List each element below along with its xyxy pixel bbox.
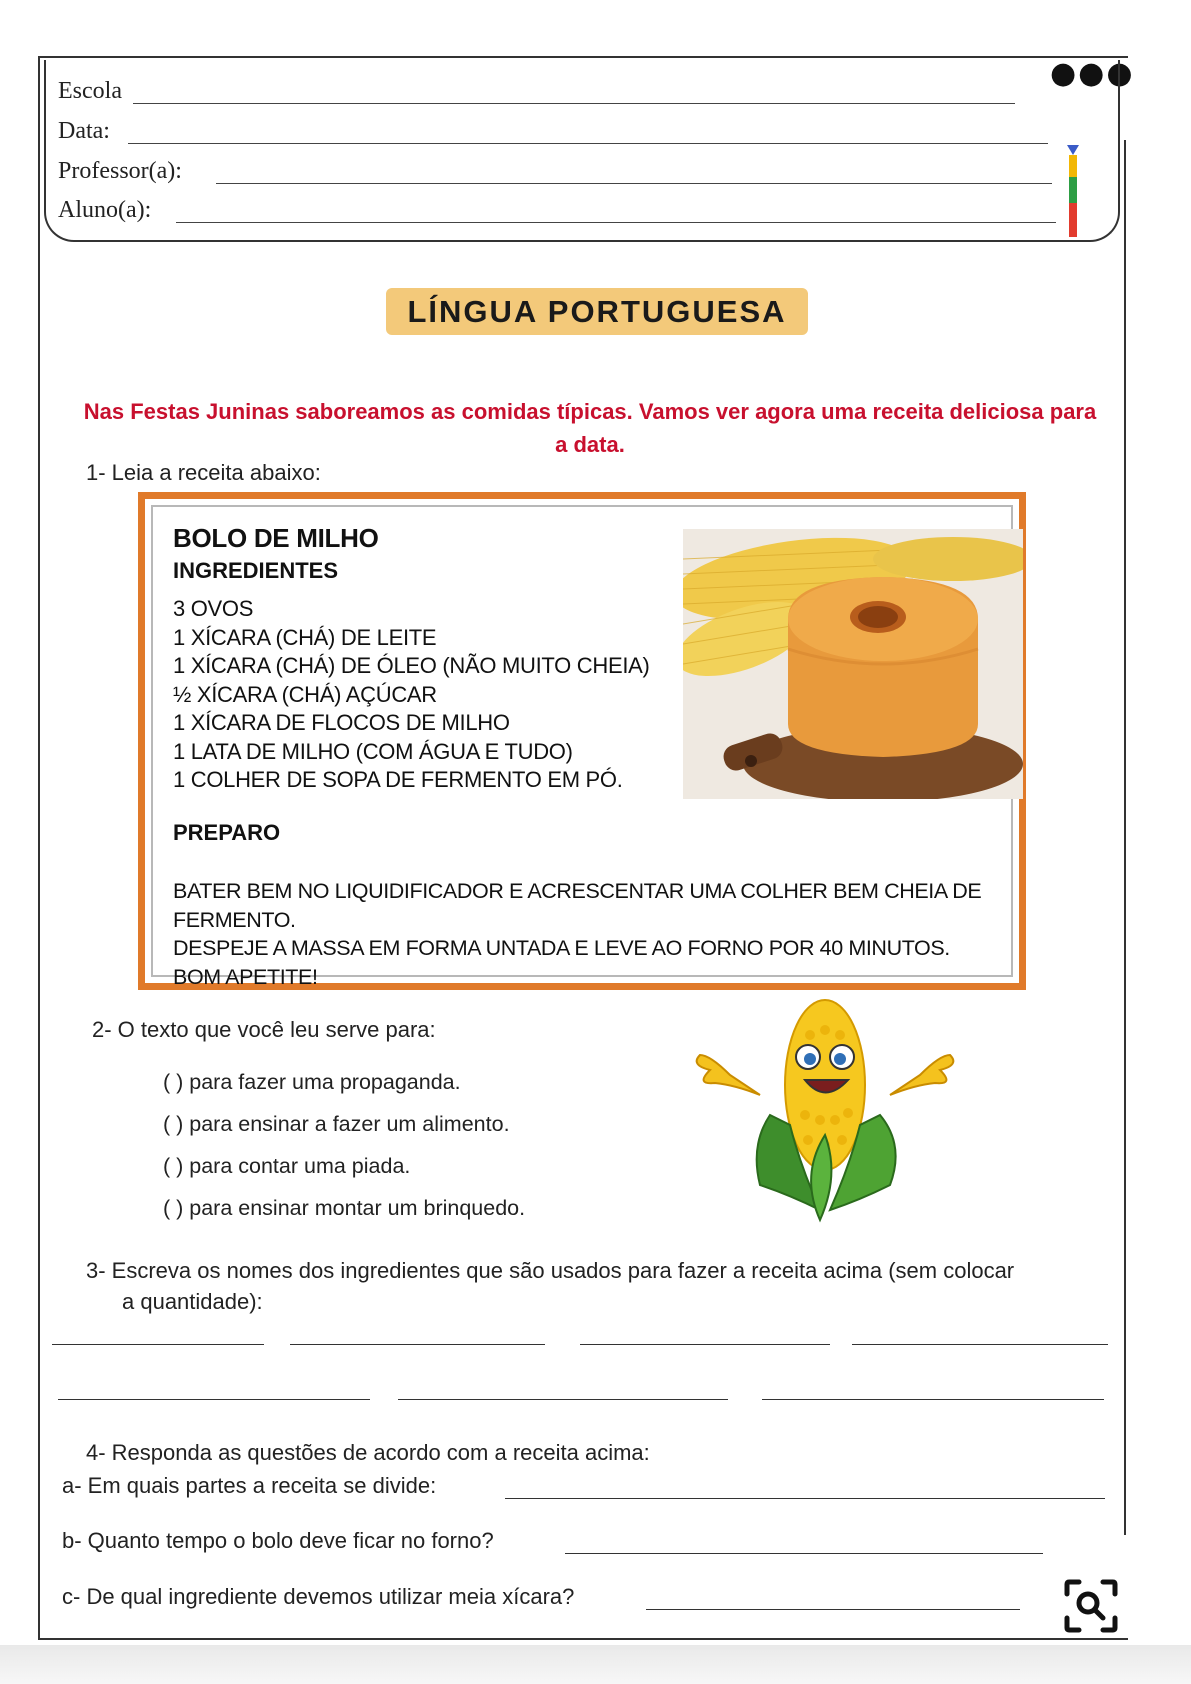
zoom-search-icon[interactable]: [1063, 1578, 1119, 1634]
ribbon-decoration-icon: [1067, 145, 1079, 237]
answer-line[interactable]: [52, 1344, 264, 1345]
ingredient-item: 1 XÍCARA DE FLOCOS DE MILHO: [173, 710, 510, 735]
option-checkbox[interactable]: ( ) para ensinar a fazer um alimento.: [163, 1112, 510, 1136]
page-title: LÍNGUA PORTUGUESA: [386, 288, 808, 335]
question-2: 2- O texto que você leu serve para:: [92, 1017, 436, 1042]
date-label: Data:: [58, 118, 110, 144]
answer-line[interactable]: [290, 1344, 545, 1345]
ingredients-heading: INGREDIENTES: [173, 558, 339, 583]
date-line[interactable]: [128, 143, 1048, 144]
recipe-title: BOLO DE MILHO: [173, 523, 379, 553]
ingredient-item: ½ XÍCARA (CHÁ) AÇÚCAR: [173, 681, 437, 707]
answer-line[interactable]: [762, 1399, 1104, 1400]
school-label: Escola: [58, 78, 122, 104]
ingredients-list: [173, 595, 650, 795]
question-3-line: 3- Escreva os nomes dos ingredientes que são usados para fazer a receita acima (sem colocar: [86, 1258, 1015, 1283]
preparation-text: [173, 877, 1013, 991]
header-box: [44, 60, 1120, 242]
student-label: Aluno(a):: [58, 197, 152, 223]
page-border-right: [1124, 140, 1126, 1535]
answer-line[interactable]: [852, 1344, 1108, 1345]
cake-icon: [788, 577, 978, 757]
answer-line-4c[interactable]: [646, 1609, 1020, 1610]
answer-line-4a[interactable]: [505, 1498, 1105, 1499]
preparation-heading: PREPARO: [173, 820, 281, 845]
question-4c: c- De qual ingrediente devemos utilizar meia xícara?: [62, 1584, 575, 1609]
question-3: [86, 1255, 1116, 1317]
option-checkbox[interactable]: ( ) para ensinar montar um brinquedo.: [163, 1196, 526, 1220]
ingredient-item: 1 LATA DE MILHO (COM ÁGUA E TUDO): [173, 738, 573, 764]
intro-text: Nas Festas Juninas saboreamos as comidas típicas. Vamos ver agora uma receita deliciosa para a data.: [83, 399, 1097, 457]
question-4b: b- Quanto tempo o bolo deve ficar no forno?: [62, 1528, 494, 1553]
ingredient-item: 3 OVOS: [173, 596, 254, 621]
question-2-options: [163, 1061, 525, 1229]
more-dots-icon[interactable]: ●●●: [1050, 56, 1135, 91]
bottom-shade: [0, 1645, 1191, 1684]
school-line[interactable]: [133, 103, 1015, 104]
teacher-label: Professor(a):: [58, 158, 182, 184]
answer-line[interactable]: [398, 1399, 728, 1400]
corn-mascot-icon: [697, 1000, 954, 1220]
ingredient-item: 1 XÍCARA (CHÁ) DE ÓLEO (NÃO MUITO CHEIA): [173, 653, 650, 678]
question-4a: a- Em quais partes a receita se divide:: [62, 1473, 437, 1498]
preparation-step: BATER BEM NO LIQUIDIFICADOR E ACRESCENTAR UMA COLHER BEM CHEIA DE FERMENTO.: [173, 879, 982, 932]
option-checkbox[interactable]: ( ) para fazer uma propaganda.: [163, 1070, 461, 1094]
recipe-card: [138, 492, 1026, 990]
corn-cake-image: [683, 529, 1023, 799]
ingredient-item: 1 XÍCARA (CHÁ) DE LEITE: [173, 624, 437, 650]
answer-line[interactable]: [580, 1344, 830, 1345]
ingredient-item: 1 COLHER DE SOPA DE FERMENTO EM PÓ.: [173, 767, 623, 792]
student-line[interactable]: [176, 222, 1056, 223]
answer-line[interactable]: [58, 1399, 370, 1400]
option-checkbox[interactable]: ( ) para contar uma piada.: [163, 1154, 411, 1178]
question-3-line: a quantidade):: [122, 1289, 263, 1314]
preparation-step: DESPEJE A MASSA EM FORMA UNTADA E LEVE AO FORNO POR 40 MINUTOS.: [173, 936, 950, 960]
corn-mascot-image: [690, 995, 960, 1225]
question-1: 1- Leia a receita abaixo:: [86, 460, 321, 485]
preparation-step: BOM APETITE!: [173, 964, 318, 989]
question-4: 4- Responda as questões de acordo com a receita acima:: [86, 1440, 650, 1465]
teacher-line[interactable]: [216, 183, 1052, 184]
answer-line-4b[interactable]: [565, 1553, 1043, 1554]
